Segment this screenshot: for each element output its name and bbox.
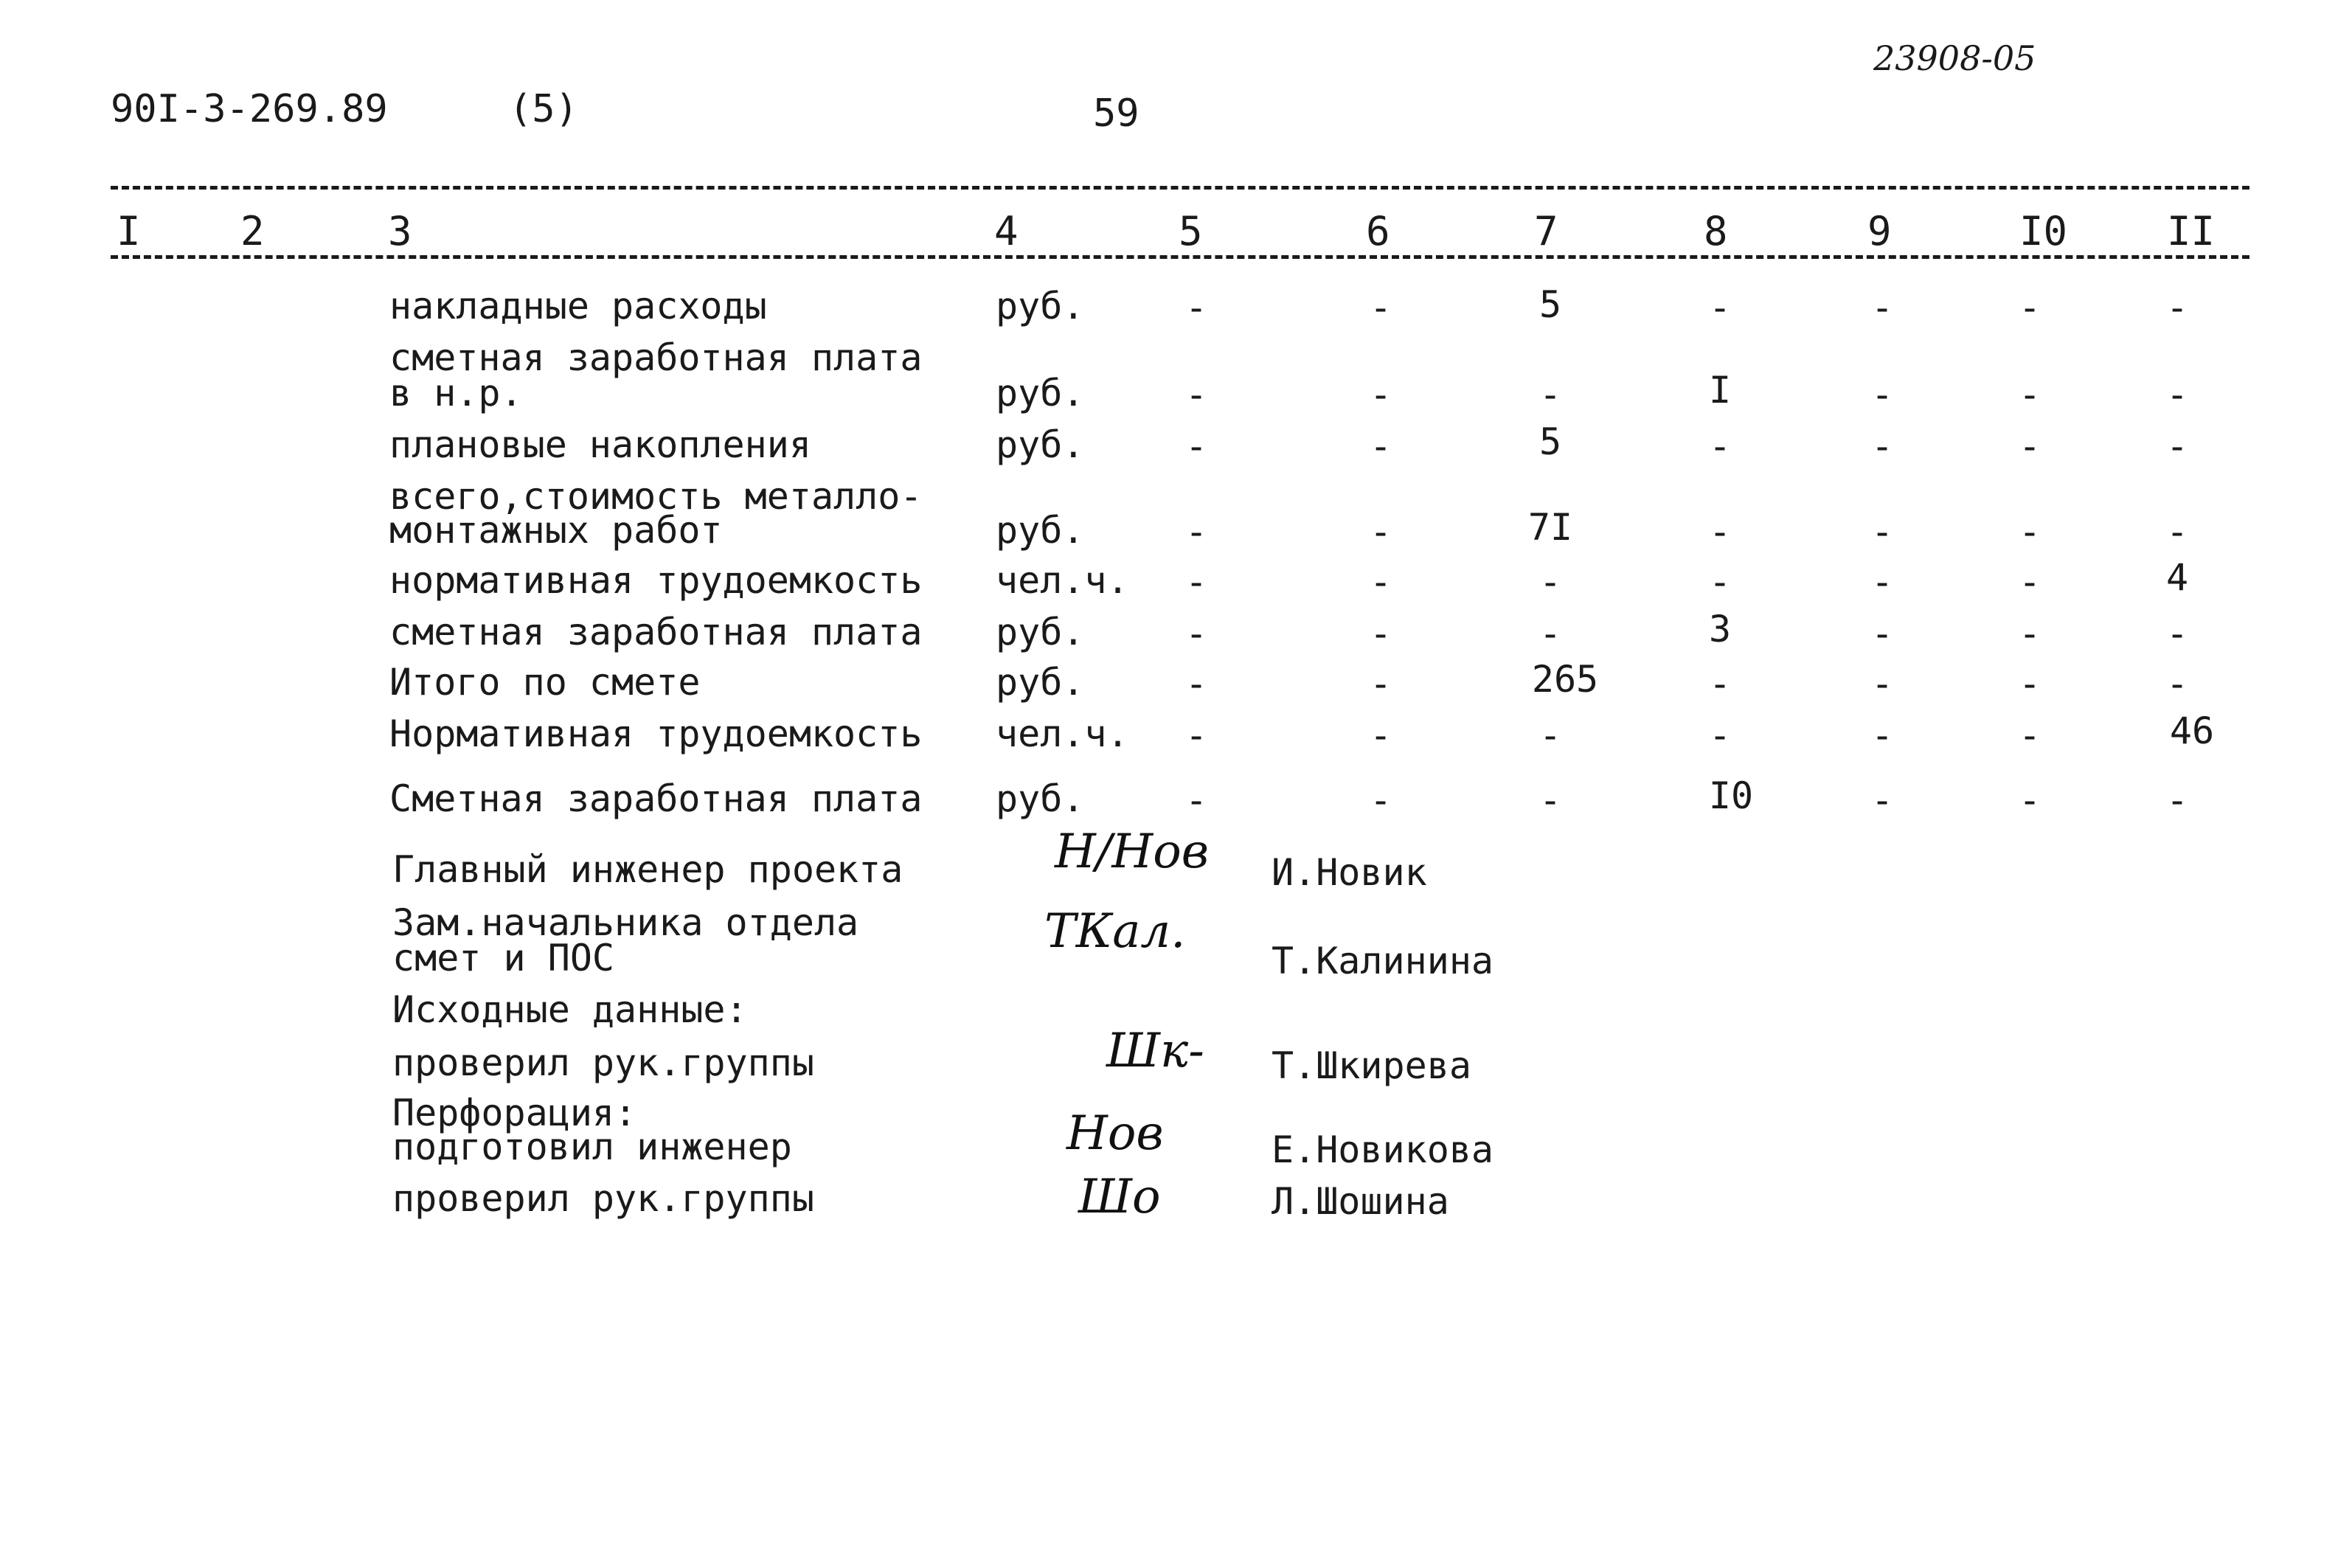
- cell-col9: -: [1870, 425, 1894, 468]
- row-label: нормативная трудоемкость: [389, 559, 923, 602]
- cell-col11: -: [2165, 373, 2189, 416]
- cell-col5: -: [1184, 779, 1208, 822]
- cell-col9: -: [1870, 779, 1894, 822]
- handwritten-signature: Нов: [1066, 1106, 1164, 1161]
- cell-col7: 5: [1538, 420, 1562, 463]
- cell-col11: -: [2165, 286, 2189, 329]
- column-header-1: I: [117, 208, 141, 254]
- cell-col9: -: [1870, 662, 1894, 705]
- cell-col7: -: [1538, 779, 1562, 822]
- signer-name: И.Новик: [1272, 851, 1427, 894]
- cell-col10: -: [2018, 286, 2041, 329]
- cell-col7: 5: [1538, 283, 1562, 326]
- cell-col5: -: [1184, 425, 1208, 468]
- cell-col8: I: [1708, 369, 1732, 412]
- cell-col5: -: [1184, 561, 1208, 603]
- column-header-2: 2: [240, 208, 265, 254]
- row-label: Итого по смете: [389, 661, 701, 704]
- cell-col8: -: [1708, 561, 1732, 603]
- cell-col9: -: [1870, 561, 1894, 603]
- column-header-4: 4: [994, 208, 1019, 254]
- signer-name: Т.Шкирева: [1272, 1044, 1471, 1087]
- row-label-line1: всего,стоимость металло-: [389, 475, 923, 518]
- document-code: 90I-3-269.89: [111, 87, 388, 131]
- cell-col8: I0: [1708, 774, 1754, 817]
- signer-title: Главный инженер проекта: [392, 848, 903, 891]
- column-header-5: 5: [1179, 208, 1203, 254]
- cell-col8: 3: [1708, 608, 1732, 651]
- handwritten-signature: Н/Нов: [1055, 825, 1209, 879]
- cell-col5: -: [1184, 612, 1208, 655]
- row-label: плановые накопления: [389, 423, 811, 466]
- column-header-6: 6: [1366, 208, 1390, 254]
- signer-title-line2: смет и ПОС: [392, 937, 615, 979]
- cell-col8: -: [1708, 510, 1732, 553]
- cell-col5: -: [1184, 662, 1208, 705]
- cell-col6: -: [1369, 714, 1392, 757]
- signer-title-line1: Зам.начальника отдела: [392, 901, 859, 944]
- signer-name: Е.Новикова: [1272, 1128, 1494, 1171]
- cell-col10: -: [2018, 714, 2041, 757]
- cell-col9: -: [1870, 373, 1894, 416]
- cell-col11: -: [2165, 662, 2189, 705]
- signer-title-line1: Перфорация:: [392, 1092, 637, 1134]
- row-unit: руб.: [996, 509, 1085, 552]
- cell-col6: -: [1369, 561, 1392, 603]
- signer-title: проверил рук.группы: [392, 1177, 814, 1220]
- cell-col11: -: [2165, 425, 2189, 468]
- signer-name: Л.Шошина: [1272, 1180, 1449, 1223]
- cell-col10: -: [2018, 612, 2041, 655]
- row-unit: руб.: [996, 611, 1085, 653]
- cell-col10: -: [2018, 561, 2041, 603]
- column-header-3: 3: [388, 208, 412, 254]
- column-header-10: I0: [2019, 208, 2068, 254]
- cell-col6: -: [1369, 612, 1392, 655]
- cell-col10: -: [2018, 662, 2041, 705]
- table-top-rule: [111, 186, 2249, 190]
- cell-col8: -: [1708, 662, 1732, 705]
- column-header-8: 8: [1704, 208, 1728, 254]
- row-label: накладные расходы: [389, 285, 767, 327]
- cell-col9: -: [1870, 286, 1894, 329]
- cell-col5: -: [1184, 373, 1208, 416]
- row-unit: руб.: [996, 285, 1085, 327]
- cell-col11: 46: [2169, 710, 2215, 752]
- cell-col11: -: [2165, 612, 2189, 655]
- cell-col10: -: [2018, 779, 2041, 822]
- row-unit: чел.ч.: [996, 559, 1129, 602]
- row-label: Сметная заработная плата: [389, 777, 923, 820]
- column-header-11: II: [2167, 208, 2216, 254]
- cell-col7: -: [1538, 612, 1562, 655]
- row-unit: руб.: [996, 423, 1085, 466]
- cell-col8: -: [1708, 286, 1732, 329]
- row-label-line2: в н.р.: [389, 372, 523, 414]
- section-number: (5): [509, 87, 578, 131]
- row-label-line2: монтажных работ: [389, 509, 723, 552]
- signer-title: проверил рук.группы: [392, 1041, 814, 1084]
- handwritten-signature: ТКал.: [1044, 904, 1186, 959]
- handwritten-signature: Шк-: [1106, 1024, 1204, 1078]
- cell-col6: -: [1369, 662, 1392, 705]
- cell-col7: 265: [1531, 658, 1599, 701]
- cell-col6: -: [1369, 286, 1392, 329]
- cell-col6: -: [1369, 779, 1392, 822]
- signer-name: Т.Калинина: [1272, 940, 1494, 982]
- cell-col7: -: [1538, 373, 1562, 416]
- column-header-7: 7: [1534, 208, 1558, 254]
- cell-col9: -: [1870, 714, 1894, 757]
- cell-col10: -: [2018, 510, 2041, 553]
- column-header-9: 9: [1867, 208, 1892, 254]
- cell-col9: -: [1870, 510, 1894, 553]
- cell-col10: -: [2018, 373, 2041, 416]
- row-label-line1: сметная заработная плата: [389, 336, 923, 379]
- row-label: сметная заработная плата: [389, 611, 923, 653]
- row-unit: руб.: [996, 372, 1085, 414]
- row-unit: чел.ч.: [996, 712, 1129, 755]
- cell-col11: -: [2165, 510, 2189, 553]
- cell-col5: -: [1184, 714, 1208, 757]
- section-heading: Исходные данные:: [392, 988, 748, 1031]
- row-unit: руб.: [996, 777, 1085, 820]
- cell-col8: -: [1708, 714, 1732, 757]
- cell-col7: 7I: [1527, 506, 1573, 549]
- signer-title-line2: подготовил инженер: [392, 1125, 792, 1168]
- cell-col7: -: [1538, 561, 1562, 603]
- cell-col11: 4: [2165, 556, 2189, 599]
- row-label: Нормативная трудоемкость: [389, 712, 923, 755]
- cell-col9: -: [1870, 612, 1894, 655]
- cell-col11: -: [2165, 779, 2189, 822]
- cell-col6: -: [1369, 373, 1392, 416]
- cell-col7: -: [1538, 714, 1562, 757]
- page-number: 59: [1093, 91, 1139, 136]
- cell-col5: -: [1184, 510, 1208, 553]
- row-unit: руб.: [996, 661, 1085, 704]
- cell-col5: -: [1184, 286, 1208, 329]
- cell-col8: -: [1708, 425, 1732, 468]
- table-header-rule: [111, 255, 2249, 259]
- handwritten-signature: Шо: [1078, 1170, 1161, 1224]
- cell-col6: -: [1369, 425, 1392, 468]
- cell-col6: -: [1369, 510, 1392, 553]
- cell-col10: -: [2018, 425, 2041, 468]
- archive-stamp: 23908-05: [1873, 38, 2036, 78]
